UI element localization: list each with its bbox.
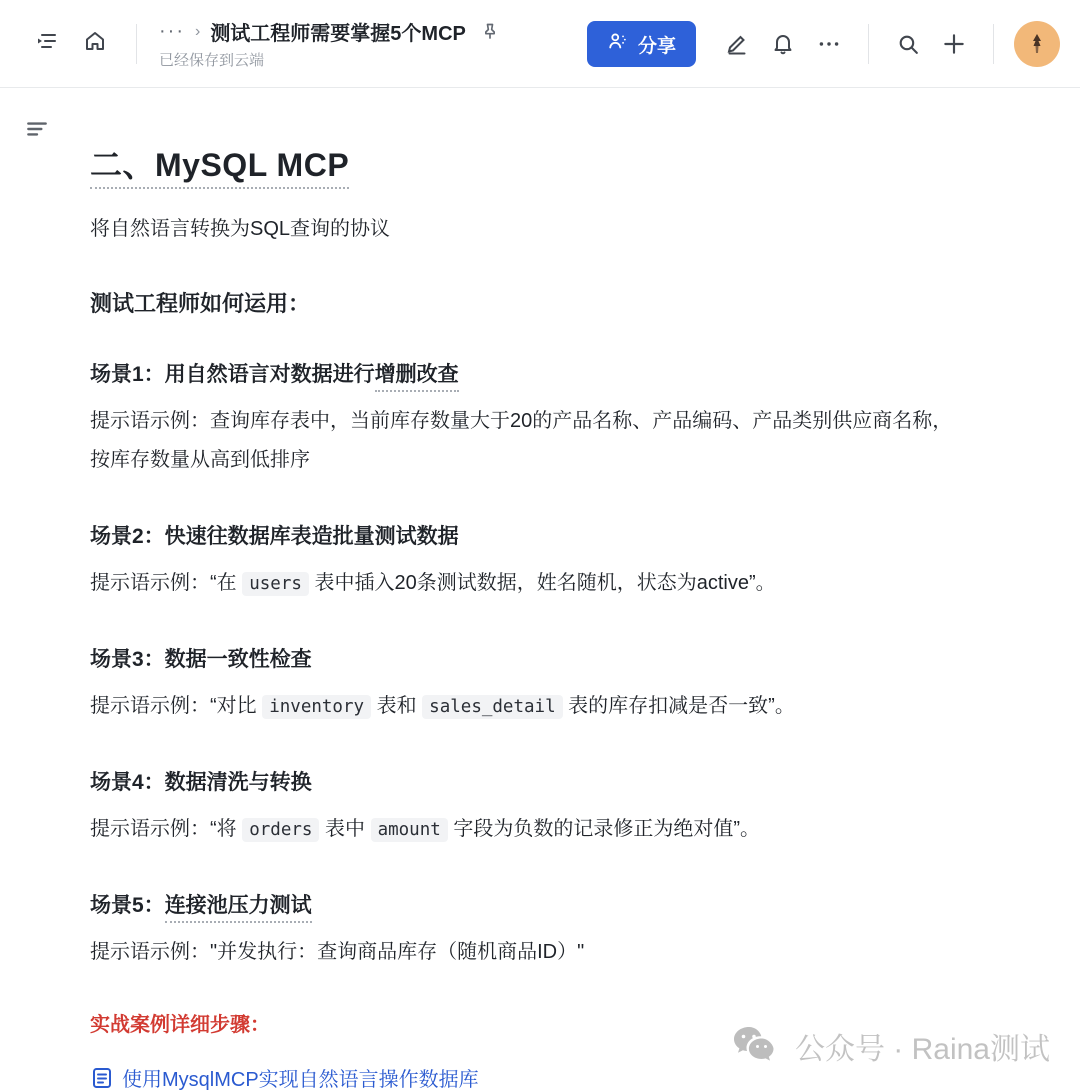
sidebar-toggle-icon <box>35 29 59 58</box>
scene-title: 场景4：数据清洗与转换 <box>90 771 312 794</box>
scene-example: 提示语示例："并发执行：查询商品库存（随机商品ID）" <box>90 941 585 963</box>
inline-code: orders <box>242 818 319 842</box>
pin-icon <box>480 22 500 42</box>
wechat-icon <box>731 1025 783 1067</box>
scenes <box>90 358 970 972</box>
topbar-divider <box>136 24 137 64</box>
breadcrumb <box>159 17 504 70</box>
scene-example: 提示语示例：“在 users 表中插入20条测试数据，姓名随机，状态为active”。 <box>90 572 776 594</box>
top-bar <box>0 0 1080 88</box>
scene-title: 场景2：快速往数据库表造批量测试数据 <box>90 525 459 548</box>
bell-icon <box>771 32 795 56</box>
share-button[interactable] <box>587 21 696 67</box>
inline-code: sales_detail <box>422 695 562 719</box>
watermark <box>731 1024 1050 1068</box>
share-people-icon <box>607 30 629 58</box>
edit-button[interactable] <box>718 25 756 63</box>
outline-icon <box>24 116 50 142</box>
ellipsis-icon <box>816 31 842 57</box>
plus-icon <box>941 31 967 57</box>
case-steps-label: 实战案例详细步骤： <box>90 1014 270 1036</box>
search-icon <box>896 32 921 57</box>
scene-example: 提示语示例：“对比 inventory 表和 sales_detail 表的库存扣减是否一致”。 <box>90 695 795 717</box>
section-title: 测试工程师如何运用： <box>90 291 311 316</box>
document-icon <box>90 1066 114 1090</box>
pin-button[interactable] <box>476 18 504 46</box>
scene-block <box>90 520 970 603</box>
search-button[interactable] <box>889 25 927 63</box>
avatar[interactable] <box>1014 21 1060 67</box>
watermark-text: 公众号 · Raina测试 <box>794 1033 1050 1066</box>
document-title[interactable]: 测试工程师需要掌握5个MCP <box>210 23 466 45</box>
scene-title: 场景3：数据一致性检查 <box>90 648 312 671</box>
doc-link-label: 使用MysqlMCP实现自然语言操作数据库 <box>122 1069 479 1091</box>
home-button[interactable] <box>76 25 114 63</box>
inline-code: amount <box>371 818 448 842</box>
inline-code: inventory <box>262 695 371 719</box>
save-status: 已经保存到云端 <box>159 52 265 69</box>
scene-example: 提示语示例：查询库存表中，当前库存数量大于20的产品名称、产品编码、产品类别供应商名称，按库存数量从高到低排序 <box>90 410 953 471</box>
avatar-figure-icon <box>1026 32 1048 56</box>
home-icon <box>83 29 107 58</box>
inline-code: users <box>242 572 309 596</box>
scene-title: 场景1：用自然语言对数据进行增删改查 <box>90 358 970 388</box>
share-button-label: 分享 <box>637 35 676 57</box>
doc-intro: 将自然语言转换为SQL查询的协议 <box>90 218 391 240</box>
doc-heading: 二、MySQL MCP <box>90 140 970 186</box>
scene-block <box>90 643 970 726</box>
notifications-button[interactable] <box>764 25 802 63</box>
scene-title: 场景5：连接池压力测试 <box>90 889 970 919</box>
scene-block <box>90 358 970 480</box>
topbar-divider <box>993 24 994 64</box>
scene-example: 提示语示例：“将 orders 表中 amount 字段为负数的记录修正为绝对值”。 <box>90 818 760 840</box>
create-new-button[interactable] <box>935 25 973 63</box>
breadcrumb-separator: › <box>194 22 201 40</box>
pencil-icon <box>725 32 749 56</box>
sidebar-toggle-button[interactable] <box>28 25 66 63</box>
breadcrumb-more-button[interactable]: ··· <box>159 20 185 42</box>
scene-block <box>90 766 970 849</box>
topbar-divider <box>868 24 869 64</box>
document-canvas <box>0 88 1080 1092</box>
more-actions-button[interactable] <box>810 25 848 63</box>
outline-toggle-button[interactable] <box>24 116 50 147</box>
scene-block <box>90 889 970 972</box>
